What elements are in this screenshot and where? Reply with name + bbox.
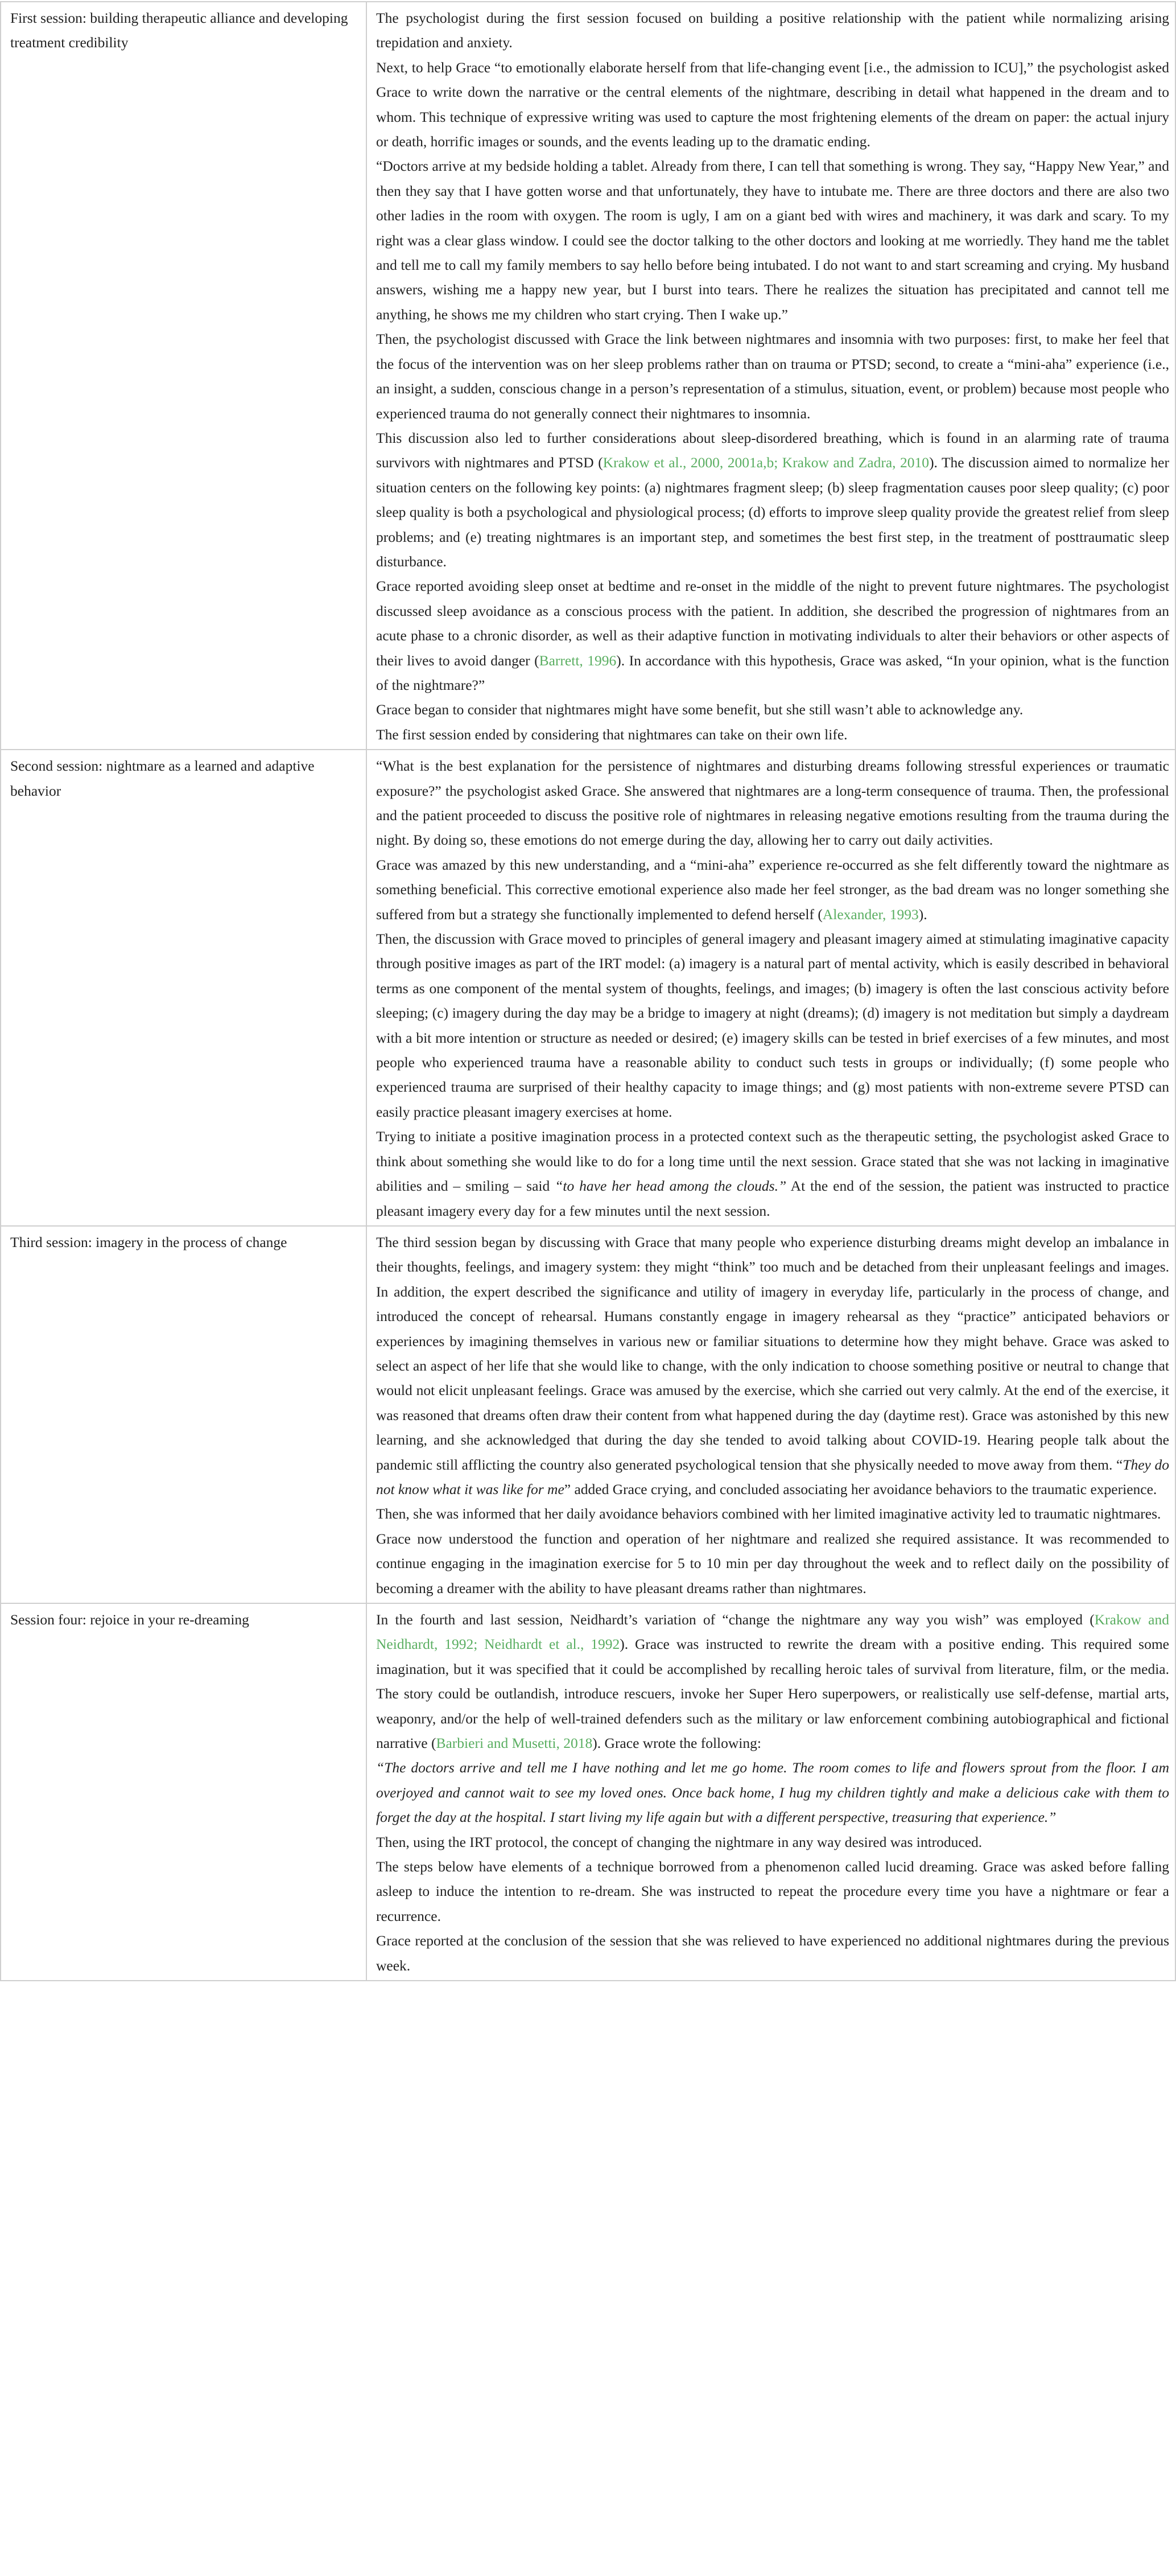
- paragraph-text: “What is the best explanation for the persistence of nightmares and disturbing dreams following stressful experiences or traumatic exposure?” the psychologist asked Grace. She answered that nightmares are a long-term consequence of trauma. Then, the professional and the patient proceeded to discuss the positive role of nightmares in releasing negative emotions resulting from the trauma during the night. By doing so, these emotions do not emerge during the day, allowing her to carry out daily activities.: [376, 758, 1169, 849]
- paragraph-text: ). Grace wrote the following:: [592, 1735, 761, 1752]
- session-paragraph: [376, 1501, 1169, 1526]
- session-title: First session: building therapeutic alliance and developing treatment credibility: [1, 2, 366, 750]
- session-paragraph: [376, 754, 1169, 853]
- paragraph-text: The first session ended by considering that nightmares can take on their own life.: [376, 726, 848, 743]
- quoted-text: They do not know what it was like for me: [376, 1456, 1169, 1497]
- paragraph-text: ).: [918, 906, 927, 923]
- paragraph-text: The third session began by discussing with Grace that many people who experience disturbing dreams might develop an imbalance in their thoughts, feelings, and imagery system: they might “think” too much and be detached from their unpleasant feelings and images. In addition, the expert described the significance and utility of imagery in everyday life, particularly in the process of change, and introduced the concept of rehearsal. Humans constantly engage in imagery rehearsal as they “practice” anticipated behaviors or experiences by imagining themselves in various new or familiar situations to determine how they might behave. Grace was asked to select an aspect of her life that she would like to change, with the only indication to choose something positive or neutral to change that would not elicit unpleasant feelings. Grace was amused by the exercise, which she carried out very calmly. At the end of the exercise, it was reasoned that dreams often draw their content from what happened during the day (daytime rest). Grace was astonished by this new learning, and she acknowledged that during the day she tended to avoid talking about COVID-19. Hearing people talk about the pandemic still afflicting the country also generated psychological tension that she physically needed to move away from them. “: [376, 1233, 1169, 1473]
- paragraph-text: Then, the psychologist discussed with Grace the link between nightmares and insomnia with two purposes: first, to make her feel that the focus of the intervention was on her sleep problems rather than on trauma or PTSD; second, to create a “mini-aha” experience (i.e., an insight, a sudden, conscious change in a person’s representation of a stimulus, situation, event, or problem) because most people who experienced trauma do not generally connect their nightmares to insomnia.: [376, 331, 1169, 422]
- quoted-text: “to have her head among the clouds.”: [555, 1178, 787, 1195]
- session-row: [1, 2, 1175, 750]
- session-paragraph: [376, 1854, 1169, 1928]
- session-paragraph: [376, 55, 1169, 154]
- paragraph-text: This discussion also led to further considerations about sleep-disordered breathing, which is found in an alarming rate of trauma survivors with nightmares and PTSD (: [376, 429, 1169, 471]
- paragraph-text: “Doctors arrive at my bedside holding a tablet. Already from there, I can tell that something is wrong. They say, “Happy New Year,” and then they say that I have gotten worse and that unfortunately, they have to intubate me. There are three doctors and there are also two other ladies in the room with oxygen. The room is ugly, I am on a giant bed with wires and machinery, it was dark and scary. To my right was a clear glass window. I could see the doctor talking to the other doctors and looking at me worriedly. They hand me the tablet and tell me to call my family members to say hello before being intubated. I do not want to and start screaming and crying. My husband answers, wishing me a happy new year, but I burst into tears. There he realizes the situation has precipitated and cannot tell me anything, he shows me my children who start crying. Then I wake up.”: [376, 158, 1169, 323]
- session-row: [1, 1603, 1175, 1981]
- session-title: Second session: nightmare as a learned and adaptive behavior: [1, 750, 366, 1226]
- session-title: Third session: imagery in the process of change: [1, 1226, 366, 1603]
- paragraph-text: The psychologist during the first session focused on building a positive relationship with the patient while normalizing arising trepidation and anxiety.: [376, 10, 1169, 51]
- paragraph-text: Grace now understood the function and operation of her nightmare and realized she required assistance. It was recommended to continue engaging in the imagination exercise for 5 to 10 min per day throughout the week and to reflect daily on the possibility of becoming a dreamer with the ability to have pleasant dreams rather than nightmares.: [376, 1530, 1169, 1596]
- session-paragraph: [376, 426, 1169, 574]
- session-description: [366, 1603, 1175, 1981]
- citation-link[interactable]: Krakow et al., 2000, 2001a,b; Krakow and Zadra, 2010: [603, 454, 930, 471]
- session-table: [0, 1, 1176, 1981]
- session-paragraph: [376, 1526, 1169, 1600]
- session-paragraph: [376, 697, 1169, 722]
- citation-link[interactable]: Barbieri and Musetti, 2018: [436, 1735, 593, 1752]
- session-paragraph: [376, 1124, 1169, 1223]
- session-row: [1, 750, 1175, 1226]
- session-paragraph: [376, 574, 1169, 697]
- session-paragraph: [376, 327, 1169, 426]
- paragraph-text: Then, she was informed that her daily avoidance behaviors combined with her limited imaginative activity led to traumatic nightmares.: [376, 1505, 1161, 1522]
- paragraph-text: The steps below have elements of a technique borrowed from a phenomenon called lucid dreaming. Grace was asked before falling asleep to induce the intention to re-dream. She was instructed to repeat the procedure every time you have a nightmare or fear a recurrence.: [376, 1858, 1169, 1924]
- session-title: Session four: rejoice in your re-dreaming: [1, 1603, 366, 1981]
- session-description: [366, 1226, 1175, 1603]
- session-paragraph: [376, 722, 1169, 747]
- paragraph-text: Then, using the IRT protocol, the concept of changing the nightmare in any way desired was introduced.: [376, 1833, 983, 1850]
- paragraph-text: ). In accordance with this hypothesis, Grace was asked, “In your opinion, what is the function of the nightmare?”: [376, 652, 1169, 693]
- paragraph-text: Then, the discussion with Grace moved to principles of general imagery and pleasant imagery aimed at stimulating imaginative capacity through positive images as part of the IRT model: (a) imagery is a natural part of mental activity, which is easily described in behavioral terms as one component of the mental system of thoughts, feelings, and images; (b) imagery is often the last conscious activity before sleeping; (c) imagery during the day may be a bridge to imagery at night (dreams); (d) imagery is not meditation but simply a daydream with a bit more intention or structure as needed or desired; (e) imagery skills can be tested in brief exercises of a few minutes, and most people who experienced trauma have a reasonable ability to conduct such tests in groups or individually; (f) some people who experienced trauma are surprised of their healthy capacity to image things; and (g) most patients with non-extreme severe PTSD can easily practice pleasant imagery exercises at home.: [376, 931, 1169, 1120]
- session-description: [366, 750, 1175, 1226]
- paragraph-text: ” added Grace crying, and concluded associating her avoidance behaviors to the traumatic experience.: [564, 1480, 1157, 1497]
- session-paragraph: [376, 853, 1169, 927]
- paragraph-text: Grace reported avoiding sleep onset at bedtime and re-onset in the middle of the night to prevent future nightmares. The psychologist discussed sleep avoidance as a conscious process with the patient. In addition, she described the progression of nightmares from an acute phase to a chronic disorder, as well as their adaptive function in motivating individuals to alter their behaviors or other aspects of their lives to avoid danger (: [376, 578, 1169, 669]
- session-paragraph: [376, 1928, 1169, 1978]
- citation-link[interactable]: Alexander, 1993: [822, 906, 919, 923]
- session-paragraph: [376, 1607, 1169, 1755]
- citation-link[interactable]: Krakow and Neidhardt, 1992; Neidhardt et al., 1992: [376, 1611, 1169, 1653]
- quoted-text: “The doctors arrive and tell me I have nothing and let me go home. The room comes to life and flowers sprout from the floor. I am overjoyed and cannot wait to see my loved ones. Once back home, I hug my children tightly and make a delicious cake with them to forget the day at the hospital. I start living my life again but with a different perspective, treasuring that experience.”: [376, 1759, 1169, 1826]
- paragraph-text: Grace was amazed by this new understanding, and a “mini-aha” experience re-occurred as she felt differently toward the nightmare as something beneficial. This corrective emotional experience also made her feel stronger, as the bad dream was no longer something she suffered from but a strategy she functionally implemented to defend herself (: [376, 856, 1169, 923]
- paragraph-text: At the end of the session, the patient was instructed to practice pleasant imagery every day for a few minutes until the next session.: [376, 1178, 1170, 1219]
- session-row: [1, 1226, 1175, 1603]
- session-paragraph: [376, 154, 1169, 327]
- paragraph-text: ). Grace was instructed to rewrite the dream with a positive ending. This required some imagination, but it was specified that it could be accomplished by recalling heroic tales of survival from literature, film, or the media. The story could be outlandish, introduce rescuers, invoke her Super Hero superpowers, or realistically use self-defense, martial arts, weaponry, and/or the help of well-trained defenders such as the military or law enforcement combining autobiographical and fictional narrative (: [376, 1636, 1169, 1752]
- paragraph-text: Trying to initiate a positive imagination process in a protected context such as the therapeutic setting, the psychologist asked Grace to think about something she would like to do for a long time until the next session. Grace stated that she was not lacking in imaginative abilities and – smiling – said: [376, 1128, 1169, 1195]
- session-paragraph: [376, 1830, 1169, 1854]
- citation-link[interactable]: Barrett, 1996: [539, 652, 617, 669]
- paragraph-text: Next, to help Grace “to emotionally elaborate herself from that life-changing event [i.e., the admission to ICU],” the psychologist asked Grace to write down the narrative or the central elements of the nightmare, describing in detail what happened in the dream and to whom. This technique of expressive writing was used to capture the most frightening elements of the dream on paper: the actual injury or death, horrific images or sounds, and the events leading up to the dramatic ending.: [376, 59, 1169, 150]
- paragraph-text: Grace reported at the conclusion of the session that she was relieved to have experienced no additional nightmares during the previous week.: [376, 1932, 1169, 1974]
- session-paragraph: [376, 1230, 1169, 1501]
- session-paragraph: [376, 1755, 1169, 1829]
- paragraph-text: Grace began to consider that nightmares might have some benefit, but she still wasn’t able to acknowledge any.: [376, 701, 1024, 718]
- session-paragraph: [376, 6, 1169, 55]
- paragraph-text: In the fourth and last session, Neidhardt’s variation of “change the nightmare any way you wish” was employed (: [376, 1611, 1095, 1628]
- session-description: [366, 2, 1175, 750]
- session-paragraph: [376, 927, 1169, 1124]
- paragraph-text: ). The discussion aimed to normalize her situation centers on the following key points: (a) nightmares fragment sleep; (b) sleep fragmentation causes poor sleep quality; (c) poor sleep quality is both a psychological and physiological process; (d) efforts to improve sleep quality provide the greatest relief from sleep problems; and (e) treating nightmares is an important step, and sometimes the best first step, in the treatment of posttraumatic sleep disturbance.: [376, 454, 1169, 570]
- session-table-body: [1, 2, 1175, 1981]
